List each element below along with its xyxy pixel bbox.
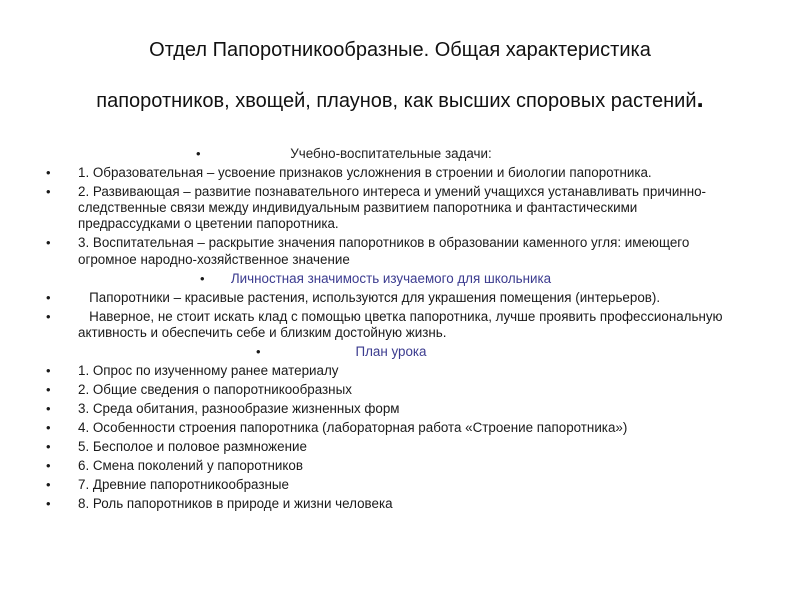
bullet-dot-icon: • — [46, 289, 51, 305]
list-item-text: 1. Опрос по изученному ранее материалу — [78, 362, 339, 378]
list-item — [46, 458, 736, 474]
slide-title-line-2-text: папоротников, хвощей, плаунов, как высших споровых растений — [96, 90, 697, 112]
list-item — [46, 496, 736, 512]
bullet-dot-icon: • — [200, 270, 205, 286]
bullet-dot-icon: • — [46, 495, 51, 511]
list-item — [46, 271, 736, 287]
list-item-text: 3. Воспитательная – раскрытие значения папоротников в образовании каменного угля: имеющего огромное народно-хозяйственное значение — [78, 235, 694, 267]
bullet-dot-icon: • — [46, 457, 51, 473]
list-item — [46, 146, 736, 162]
list-item — [46, 184, 736, 233]
list-item-text: Наверное, не стоит искать клад с помощью цветка папоротника, лучше проявить профессиональную активность и обеспечить себе и близким достойную жизнь. — [78, 308, 727, 340]
list-item-text: 4. Особенности строения папоротника (лабораторная работа «Строение папоротника») — [78, 419, 628, 435]
bullet-list — [46, 146, 736, 515]
list-item — [46, 401, 736, 417]
list-item-text: 8. Роль папоротников в природе и жизни человека — [78, 495, 393, 511]
list-item-text: 2. Развивающая – развитие познавательного интереса и умений учащихся устанавливать причинно-следственные связи между индивидуальным развитием папоротника и фантастическими предрассудками о цветении папоротника. — [78, 184, 706, 232]
list-item-text: 2. Общие сведения о папоротникообразных — [78, 381, 352, 397]
list-item-text: План урока — [355, 343, 427, 359]
bullet-dot-icon: • — [256, 343, 261, 359]
list-item-text: Учебно-воспитательные задачи: — [290, 146, 492, 161]
list-item — [46, 420, 736, 436]
slide-title-line-2 — [40, 83, 760, 113]
bullet-dot-icon: • — [46, 235, 51, 251]
bullet-dot-icon: • — [46, 419, 51, 435]
list-item — [46, 363, 736, 379]
list-item — [46, 165, 736, 181]
bullet-dot-icon: • — [46, 308, 51, 324]
list-item-text: 7. Древние папоротникообразные — [78, 476, 289, 492]
list-item — [46, 439, 736, 455]
list-item-text: Папоротники – красивые растения, используются для украшения помещения (интерьеров). — [78, 289, 661, 305]
list-item — [46, 235, 736, 267]
list-item-text: 6. Смена поколений у папоротников — [78, 457, 303, 473]
list-item — [46, 290, 736, 306]
bullet-dot-icon: • — [46, 362, 51, 378]
bullet-dot-icon: • — [196, 146, 201, 161]
list-item-text: 3. Среда обитания, разнообразие жизненных форм — [78, 400, 400, 416]
list-item — [46, 344, 736, 360]
slide-title-line-1: Отдел Папоротникообразные. Общая характеристика — [149, 39, 651, 61]
bullet-dot-icon: • — [46, 381, 51, 397]
list-item — [46, 382, 736, 398]
bullet-dot-icon: • — [46, 165, 51, 180]
list-item-text: 1. Образовательная – усвоение признаков усложнения в строении и биологии папоротника. — [78, 165, 652, 180]
bullet-dot-icon: • — [46, 438, 51, 454]
slide-title-period: . — [696, 83, 704, 113]
bullet-dot-icon: • — [46, 400, 51, 416]
bullet-dot-icon: • — [46, 184, 51, 199]
list-item-text: 5. Бесполое и половое размножение — [78, 438, 307, 454]
list-item — [46, 477, 736, 493]
list-item — [46, 309, 736, 341]
bullet-dot-icon: • — [46, 476, 51, 492]
list-item-text: Личностная значимость изучаемого для школьника — [230, 270, 552, 286]
